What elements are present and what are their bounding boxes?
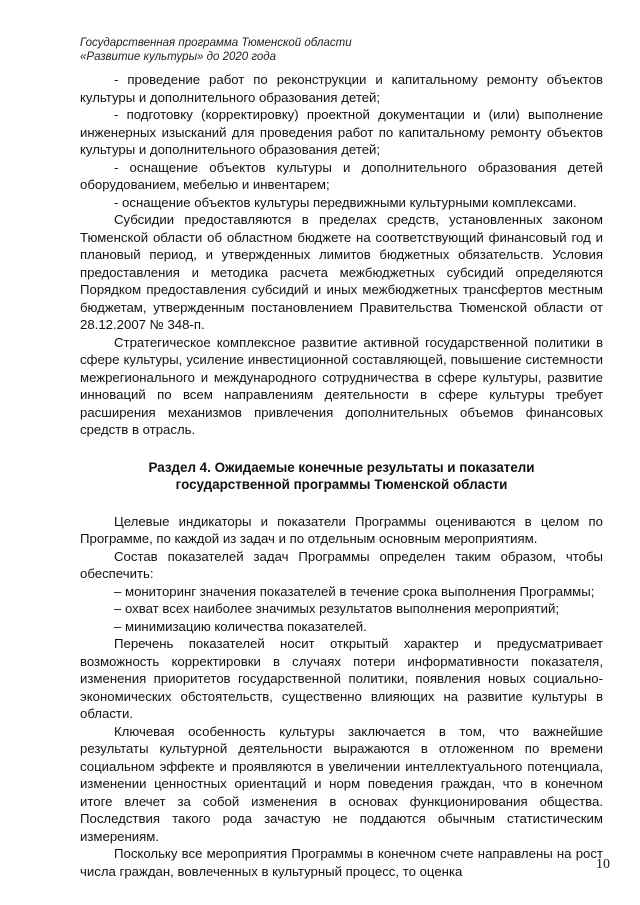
header-line-program: Государственная программа Тюменской области — [80, 37, 352, 49]
paragraph: Поскольку все мероприятия Программы в конечном счете направлены на рост числа граждан, вовлеченных в культурный процесс, то оценка — [80, 846, 603, 879]
header-line-subtitle: «Развитие культуры» до 2020 года — [80, 51, 277, 63]
list-item: - подготовку (корректировку) проектной документации и (или) выполнение инженерных изысканий для проведения работ по капитальному ремонту объектов культуры и дополнительного образования детей; — [80, 107, 603, 157]
list-item: - проведение работ по реконструкции и капитальному ремонту объектов культуры и дополнительного образования детей; — [80, 72, 603, 105]
paragraph: Ключевая особенность культуры заключается в том, что важнейшие результаты культурной деятельности выражаются в отложенном по времени социальном эффекте и проявляются в увеличении интеллектуального потенциала, изменении ценностных ориентаций и норм поведения граждан, что в конечном итоге влечет за собой изменения в основах функционирования общества. Последствия такого рода зачастую не поддаются обычным статистическим измерениям. — [80, 723, 603, 844]
list-item: - оснащение объектов культуры и дополнительного образования детей оборудованием, мебелью и инвентарем; — [80, 159, 603, 192]
document-header — [80, 36, 352, 64]
document-body — [80, 71, 603, 880]
list-item: – охват всех наиболее значимых результатов выполнения мероприятий; — [114, 601, 560, 616]
section-heading-line: Раздел 4. Ожидаемые конечные результаты и показатели — [148, 459, 535, 475]
paragraph: Стратегическое комплексное развитие активной государственной политики в сфере культуры, усиление инвестиционной составляющей, повышение системности межрегионального и международного сотрудничества в сфере культуры, развитие инноваций по всем направлениям деятельности в сфере культуры требует расширения механизмов привлечения дополнительных объемов финансовых средств в отрасль. — [80, 334, 603, 437]
list-item: – мониторинг значения показателей в течение срока выполнения Программы; — [114, 583, 595, 599]
list-item: – минимизацию количества показателей. — [114, 618, 367, 634]
paragraph: Состав показателей задач Программы определен таким образом, чтобы обеспечить: — [80, 548, 603, 581]
section-heading-line: государственной программы Тюменской области — [175, 476, 508, 492]
page-number: 10 — [596, 857, 610, 872]
section-heading — [80, 459, 603, 493]
list-item: - оснащение объектов культуры передвижными культурными комплексами. — [114, 194, 577, 210]
paragraph: Субсидии предоставляются в пределах средств, установленных законом Тюменской области об областном бюджете на соответствующий финансовый год и плановый период, и утвержденных лимитов бюджетных обязательств. Условия предоставления и методика расчета межбюджетных субсидий определяются Порядком предоставления субсидий и иных межбюджетных трансфертов местным бюджетам, утвержденным постановлением Правительства Тюменской области от 28.12.2007 № 348-п. — [80, 212, 603, 332]
paragraph: Целевые индикаторы и показатели Программы оцениваются в целом по Программе, по каждой из задач и по отдельным основным мероприятиям. — [80, 513, 603, 546]
paragraph: Перечень показателей носит открытый характер и предусматривает возможность корректировки в случаях потери информативности показателя, изменения приоритетов государственной политики, появления новых социально-экономических обстоятельств, существенно влияющих на развитие культуры в области. — [80, 636, 603, 721]
